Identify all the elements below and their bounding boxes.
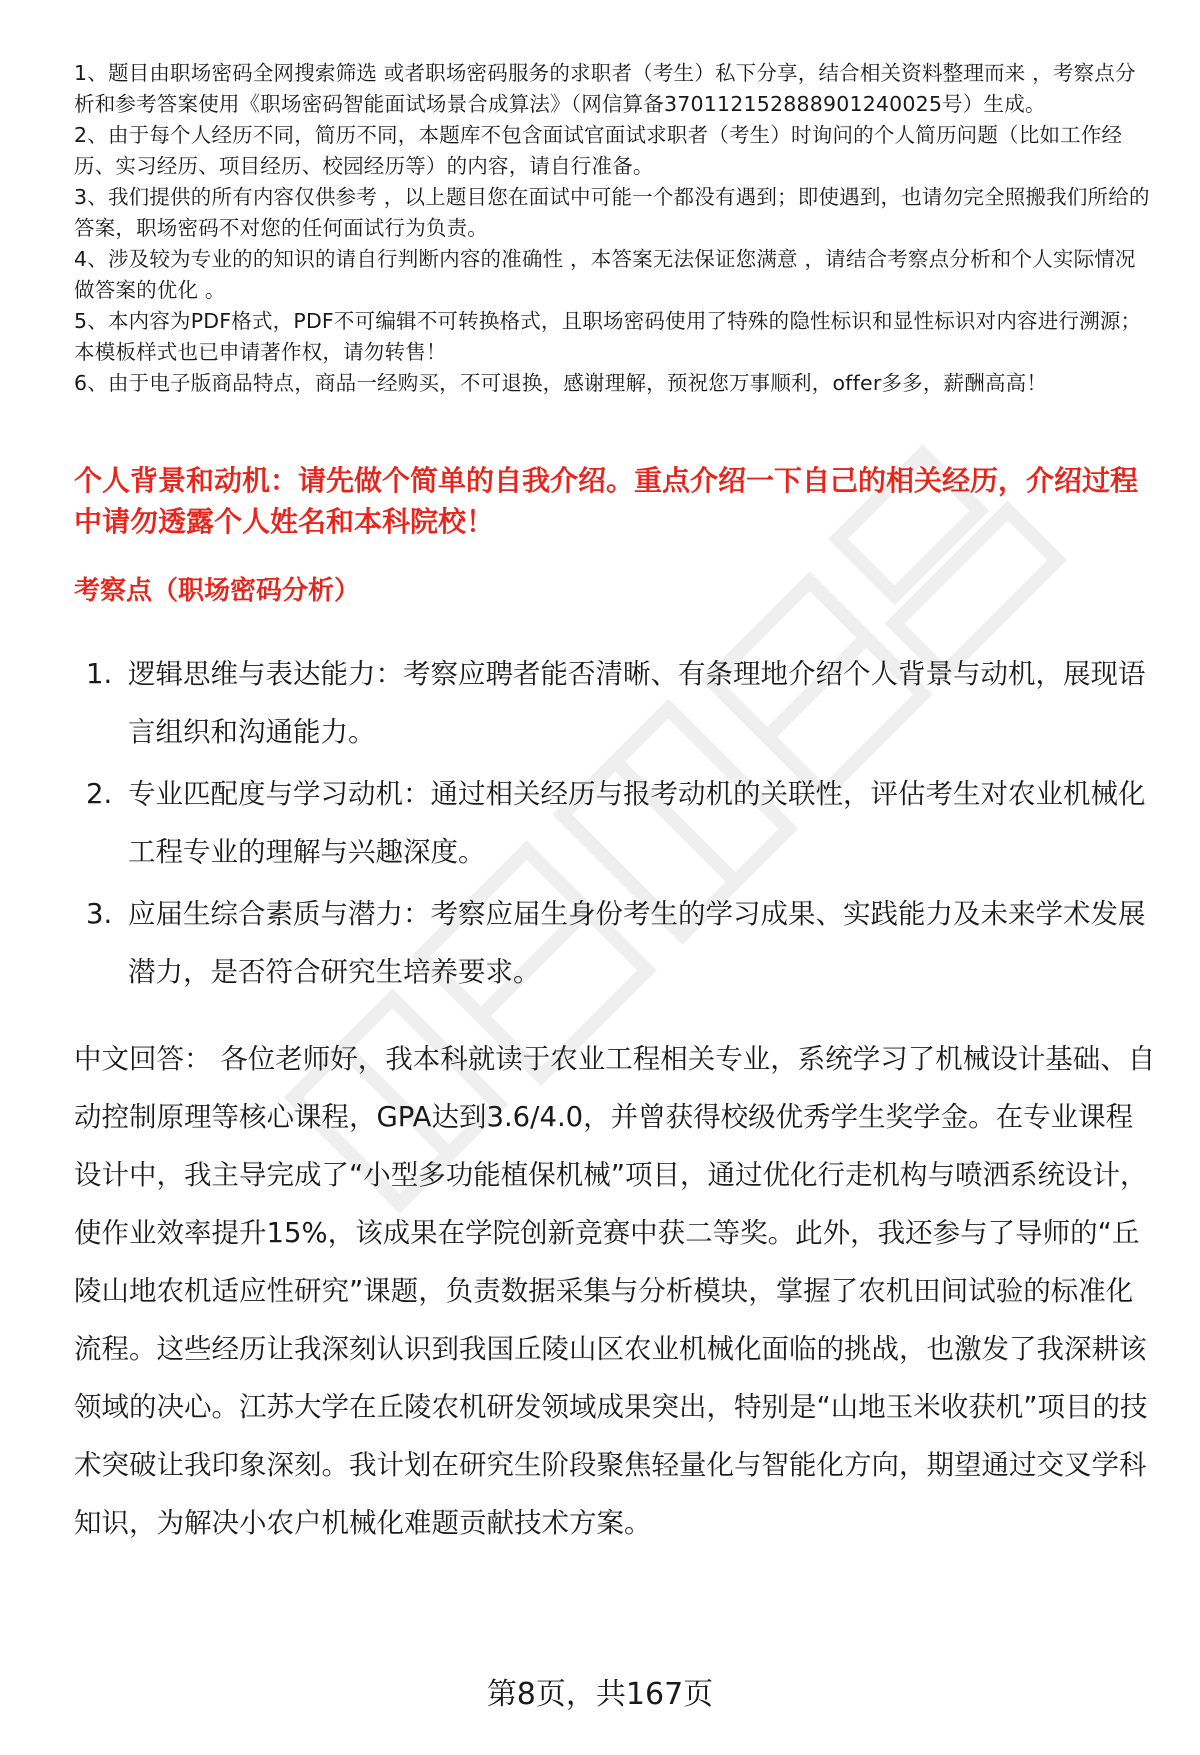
point-number: 1.	[86, 658, 113, 690]
disclaimer-notes	[74, 58, 1154, 399]
disclaimer-item: 6、由于电子版商品特点，商品一经购买，不可退换，感谢理解，预祝您万事顺利，offer多多，薪酬高高！	[74, 371, 1048, 395]
analysis-point	[74, 645, 1154, 761]
disclaimer-item: 1、题目由职场密码全网搜索筛选 或者职场密码服务的求职者（考生）私下分享，结合相关资料整理而来 ，考察点分析和参考答案使用《职场密码智能面试场景合成算法》（网信算备370112152888901240025号）生成。	[74, 61, 1136, 116]
disclaimer-item: 3、我们提供的所有内容仅供参考 ，以上题目您在面试中可能一个都没有遇到；即使遇到，也请勿完全照搬我们所给的答案，职场密码不对您的任何面试行为负责。	[74, 185, 1150, 240]
point-number: 2.	[86, 778, 113, 810]
disclaimer-item: 5、本内容为PDF格式，PDF不可编辑不可转换格式，且职场密码使用了特殊的隐性标识和显性标识对内容进行溯源；本模板样式也已申请著作权，请勿转售！	[74, 309, 1142, 364]
analysis-point	[74, 765, 1154, 881]
point-number: 3.	[86, 898, 113, 930]
disclaimer-item: 4、涉及较为专业的的知识的请自行判断内容的准确性 ，本答案无法保证您满意 ，请结合考察点分析和个人实际情况做答案的优化 。	[74, 247, 1136, 302]
analysis-point	[74, 885, 1154, 1001]
answer-text: 中文回答： 各位老师好，我本科就读于农业工程相关专业，系统学习了机械设计基础、自动控制原理等核心课程，GPA达到3.6/4.0，并曾获得校级优秀学生奖学金。在专业课程设计中，我主导完成了“小型多功能植保机械”项目，通过优化行走机构与喷洒系统设计，使作业效率提升15%，该成果在学院创新竞赛中获二等奖。此外，我还参与了导师的“丘陵山地农机适应性研究”课题，负责数据采集与分析模块，掌握了农机田间试验的标准化流程。这些经历让我深刻认识到我国丘陵山区农业机械化面临的挑战，也激发了我深耕该领域的决心。江苏大学在丘陵农机研发领域成果突出，特别是“山地玉米收获机”项目的技术突破让我印象深刻。我计划在研究生阶段聚焦轻量化与智能化方向，期望通过交叉学科知识，为解决小农户机械化难题贡献技术方案。	[74, 1043, 1156, 1539]
page-number: 第8页，共167页	[486, 1677, 714, 1712]
point-text: 应届生综合素质与潜力：考察应届生身份考生的学习成果、实践能力及未来学术发展潜力，是否符合研究生培养要求。	[128, 898, 1146, 988]
disclaimer-item: 2、由于每个人经历不同，简历不同，本题库不包含面试官面试求职者（考生）时询问的个人简历问题（比如工作经历、实习经历、项目经历、校园经历等）的内容，请自行准备。	[74, 123, 1123, 178]
point-text: 逻辑思维与表达能力：考察应聘者能否清晰、有条理地介绍个人背景与动机，展现语言组织和沟通能力。	[128, 658, 1146, 748]
interview-question: 个人背景和动机：请先做个简单的自我介绍。重点介绍一下自己的相关经历，介绍过程中请勿透露个人姓名和本科院校！	[74, 464, 1139, 538]
point-text: 专业匹配度与学习动机：通过相关经历与报考动机的关联性，评估考生对农业机械化工程专业的理解与兴趣深度。	[128, 778, 1146, 868]
analysis-points	[74, 645, 1154, 1005]
analysis-heading: 考察点（职场密码分析）	[74, 576, 361, 606]
